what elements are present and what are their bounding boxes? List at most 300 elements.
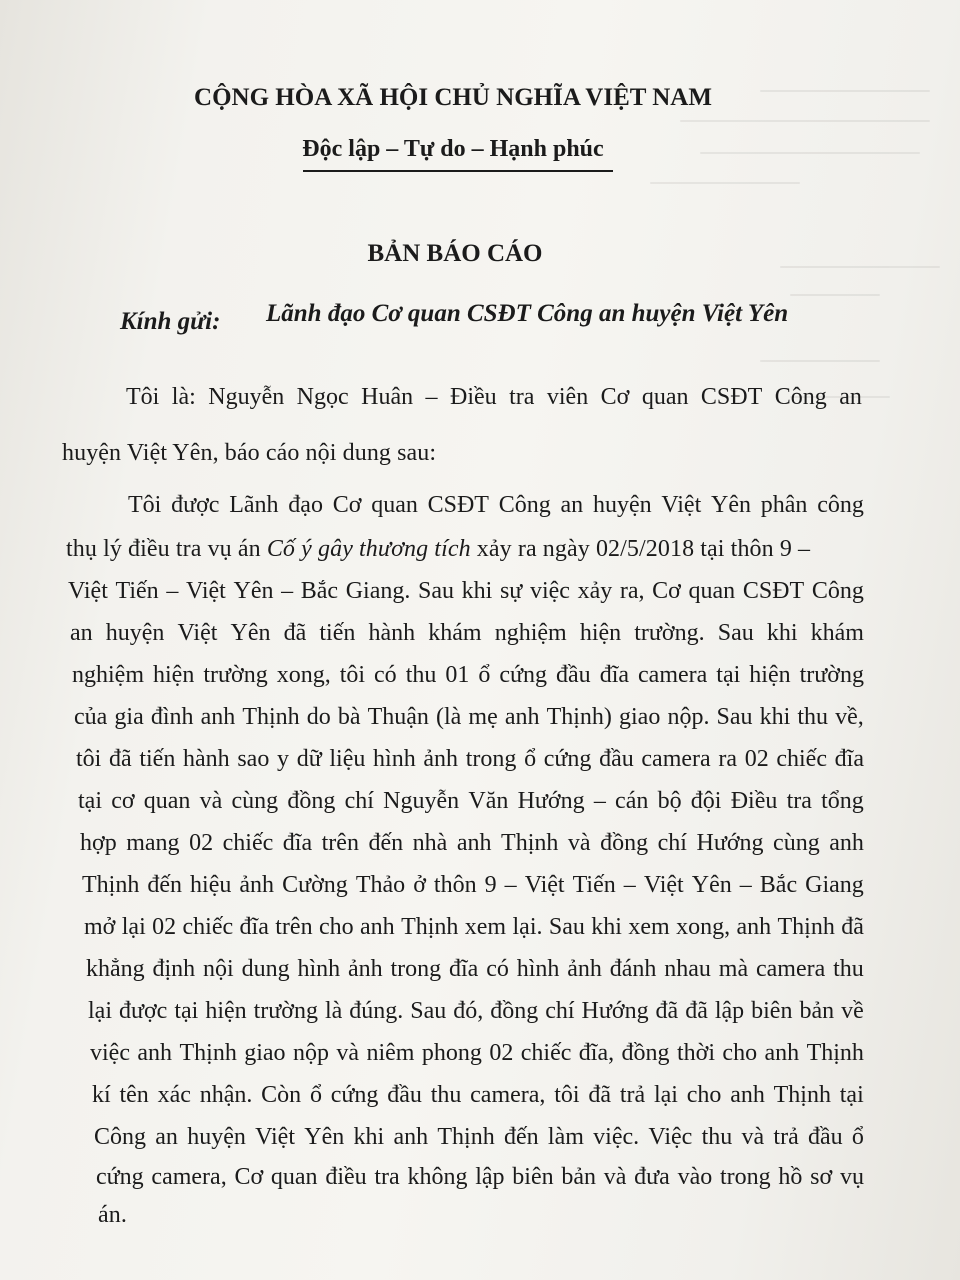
word: kí bbox=[92, 1082, 111, 1108]
word: Công bbox=[94, 1124, 147, 1150]
word: Cơ bbox=[600, 384, 630, 410]
word: – bbox=[425, 384, 438, 410]
word: cứng bbox=[96, 1164, 144, 1190]
word: đồng bbox=[287, 788, 336, 814]
word: Cơ bbox=[234, 1164, 264, 1190]
word: ảnh bbox=[239, 872, 275, 898]
word: Nguyễn bbox=[208, 384, 285, 410]
body-line-11 bbox=[84, 914, 864, 941]
word: Hướng bbox=[696, 830, 764, 856]
word: thu bbox=[430, 1082, 462, 1108]
word: Yên bbox=[233, 578, 274, 604]
body-line-9 bbox=[80, 830, 864, 857]
word: không bbox=[407, 1164, 468, 1190]
word: đã bbox=[655, 998, 679, 1024]
word: nhà bbox=[412, 830, 448, 856]
word: ổ bbox=[851, 1124, 864, 1150]
word: anh bbox=[730, 1082, 765, 1108]
body-line-14 bbox=[90, 1040, 864, 1067]
word: trong bbox=[720, 1164, 771, 1190]
intro-line-1 bbox=[126, 384, 862, 411]
word: Cơ bbox=[332, 492, 362, 518]
word: hình bbox=[297, 956, 341, 982]
word: nghiệm bbox=[494, 620, 567, 646]
word: bản bbox=[561, 1164, 597, 1190]
word: quan bbox=[270, 1164, 318, 1190]
word: Tôi bbox=[128, 492, 162, 518]
body-line-13 bbox=[88, 998, 864, 1025]
word: Sau bbox=[548, 914, 585, 940]
word: Sau bbox=[418, 578, 454, 604]
nation-heading: CỘNG HÒA XÃ HỘI CHỦ NGHĨA VIỆT NAM bbox=[194, 84, 712, 111]
word: tên bbox=[119, 1082, 149, 1108]
word: camera bbox=[755, 956, 826, 982]
word: đến bbox=[503, 1124, 539, 1150]
word: quan bbox=[641, 384, 689, 410]
word: trong bbox=[465, 746, 517, 772]
word: trường bbox=[203, 662, 268, 688]
word: – bbox=[739, 872, 752, 898]
body-line-7 bbox=[76, 746, 864, 773]
word: an bbox=[839, 384, 862, 410]
word: đạo bbox=[288, 492, 323, 518]
word: – bbox=[593, 788, 606, 814]
word: Việt bbox=[643, 872, 684, 898]
body-line-18: án. bbox=[98, 1202, 127, 1228]
word: chiếc bbox=[520, 1040, 572, 1066]
word: xem bbox=[464, 914, 507, 940]
word: đã bbox=[109, 746, 132, 772]
word: Thịnh bbox=[806, 1040, 864, 1066]
word: việc. bbox=[593, 1124, 640, 1150]
word: cứng bbox=[499, 662, 548, 688]
word: gia bbox=[114, 704, 144, 730]
word: Hướng bbox=[517, 788, 585, 814]
word: bản bbox=[799, 998, 835, 1024]
word: tiến bbox=[319, 620, 356, 646]
word: đã bbox=[685, 998, 708, 1024]
word: camera bbox=[641, 746, 711, 772]
word: đã bbox=[283, 620, 307, 646]
word: nộp. bbox=[667, 704, 710, 730]
word: Thịnh bbox=[179, 1040, 237, 1066]
word: – bbox=[281, 578, 294, 604]
word: lại bbox=[121, 914, 146, 940]
word: Huân bbox=[361, 384, 414, 410]
word: làm bbox=[547, 1124, 584, 1150]
word: Điều bbox=[730, 788, 778, 814]
word: – bbox=[504, 872, 517, 898]
word: bộ bbox=[657, 788, 682, 814]
body-line-12 bbox=[86, 956, 864, 983]
word: và bbox=[199, 788, 223, 814]
word: tại bbox=[839, 1082, 864, 1108]
word: Cường bbox=[282, 872, 348, 898]
word: xem bbox=[628, 914, 670, 940]
word: Hướng bbox=[581, 998, 649, 1024]
word: đầu bbox=[599, 746, 634, 772]
word: vào bbox=[677, 1164, 713, 1190]
word: thu bbox=[797, 704, 829, 730]
word: Ngọc bbox=[296, 384, 349, 410]
word: Công bbox=[498, 492, 551, 518]
word: Tiến bbox=[115, 578, 159, 604]
word: an bbox=[70, 620, 93, 646]
body-line-1 bbox=[128, 492, 864, 519]
word: khi bbox=[461, 578, 493, 604]
word: đồng bbox=[621, 1040, 670, 1066]
word: Công bbox=[811, 578, 864, 604]
word: đĩa bbox=[282, 830, 313, 856]
word: trong bbox=[390, 956, 442, 982]
word: Giang bbox=[805, 872, 864, 898]
word: đã bbox=[588, 1082, 612, 1108]
word: cho bbox=[686, 1082, 722, 1108]
word: hồ bbox=[778, 1164, 803, 1190]
word: cùng bbox=[773, 830, 820, 856]
word: hiệu bbox=[190, 872, 232, 898]
word: Thịnh bbox=[437, 1124, 495, 1150]
word: lập bbox=[475, 1164, 505, 1190]
word: đưa bbox=[634, 1164, 670, 1190]
word: tại bbox=[716, 662, 741, 688]
word: Việt bbox=[524, 872, 565, 898]
word: ra, bbox=[619, 578, 645, 604]
word: đầu bbox=[808, 1124, 843, 1150]
word: đĩa bbox=[239, 914, 269, 940]
word: do bbox=[306, 704, 331, 730]
word: dữ bbox=[296, 746, 322, 772]
word: tôi bbox=[76, 746, 102, 772]
body-line-10 bbox=[82, 872, 864, 899]
bleed-through-marks bbox=[640, 70, 940, 490]
word: quan bbox=[143, 788, 191, 814]
word: Thuận bbox=[367, 704, 429, 730]
word: CSĐT bbox=[427, 492, 489, 518]
word: nộp bbox=[292, 1040, 329, 1066]
word: xong, bbox=[276, 662, 331, 688]
word: đầu bbox=[387, 1082, 422, 1108]
word: quan bbox=[371, 492, 418, 518]
word: có bbox=[486, 956, 509, 982]
word: tại bbox=[78, 788, 102, 814]
word: phong bbox=[421, 1040, 482, 1066]
motto-underline bbox=[303, 170, 613, 172]
word: mở bbox=[84, 914, 116, 940]
word: hiện bbox=[749, 662, 791, 688]
word: Thảo bbox=[355, 872, 406, 898]
word: và bbox=[336, 1040, 360, 1066]
word: biên bbox=[751, 998, 793, 1024]
word: hiện bbox=[579, 620, 622, 646]
word: đó, bbox=[453, 998, 484, 1024]
word: đình bbox=[150, 704, 194, 730]
word: thu bbox=[701, 1124, 733, 1150]
word: xác bbox=[157, 1082, 191, 1108]
word: ổ bbox=[309, 1082, 322, 1108]
word: anh bbox=[137, 1040, 173, 1066]
word: ổ bbox=[478, 662, 491, 688]
word: (là bbox=[436, 704, 462, 730]
word: CSĐT bbox=[700, 384, 763, 410]
word: Văn bbox=[468, 788, 509, 814]
word: điều bbox=[325, 1164, 367, 1190]
word: trả bbox=[773, 1124, 799, 1150]
word: niêm bbox=[366, 1040, 415, 1066]
word: mang bbox=[126, 830, 180, 856]
word: y bbox=[277, 746, 290, 772]
word: Sau bbox=[716, 704, 753, 730]
case-name: Cố ý gây thương tích bbox=[266, 536, 471, 562]
word: Việc bbox=[648, 1124, 693, 1150]
recipient-name: Lãnh đạo Cơ quan CSĐT Công an huyện Việt Yên bbox=[266, 300, 789, 327]
word: hiện bbox=[205, 998, 247, 1024]
word: nhau bbox=[664, 956, 711, 982]
word: cho bbox=[318, 914, 354, 940]
word: đĩa bbox=[834, 746, 864, 772]
word: và bbox=[603, 1164, 627, 1190]
word: đĩa, bbox=[578, 1040, 615, 1066]
word: Thịnh bbox=[401, 914, 459, 940]
word: tiến bbox=[139, 746, 176, 772]
word: Sau bbox=[410, 998, 447, 1024]
word: huyện bbox=[592, 492, 652, 518]
word: được bbox=[171, 492, 220, 518]
word: Công bbox=[774, 384, 827, 410]
word: Thịnh bbox=[773, 1082, 831, 1108]
word: an bbox=[155, 1124, 178, 1150]
word: tra bbox=[786, 788, 812, 814]
word: đến bbox=[147, 872, 183, 898]
word: quan bbox=[688, 578, 736, 604]
word: việc bbox=[529, 578, 570, 604]
word: đĩa bbox=[599, 662, 630, 688]
word: chiếc bbox=[776, 746, 827, 772]
intro-line-2: huyện Việt Yên, báo cáo nội dung sau: bbox=[62, 440, 437, 466]
word: 01 bbox=[445, 662, 470, 688]
word: tổng bbox=[821, 788, 864, 814]
motto-heading: Độc lập – Tự do – Hạnh phúc bbox=[302, 136, 604, 162]
word: ảnh bbox=[423, 746, 459, 772]
word: anh bbox=[829, 830, 864, 856]
word: Thịnh bbox=[242, 704, 300, 730]
word: đội bbox=[690, 788, 722, 814]
word: Điều bbox=[450, 384, 497, 410]
word: mẹ bbox=[468, 704, 498, 730]
word: xảy bbox=[577, 578, 613, 604]
word: 02 bbox=[152, 914, 177, 940]
word: thu bbox=[405, 662, 437, 688]
word: 02 bbox=[489, 1040, 514, 1066]
word: viên bbox=[546, 384, 589, 410]
word: đầu bbox=[556, 662, 591, 688]
word: tôi bbox=[554, 1082, 580, 1108]
body-line-4 bbox=[70, 620, 864, 647]
body-line-2-text-b: xảy ra ngày 02/5/2018 tại thôn 9 – bbox=[470, 536, 811, 562]
word: huyện bbox=[105, 620, 165, 646]
word: tôi bbox=[339, 662, 366, 688]
word: bà bbox=[337, 704, 361, 730]
word: phân bbox=[760, 492, 808, 518]
word: biên bbox=[512, 1164, 554, 1190]
word: thời bbox=[676, 1040, 715, 1066]
word: lập bbox=[714, 998, 745, 1024]
word: nội bbox=[203, 956, 234, 982]
word: và bbox=[741, 1124, 765, 1150]
word: ổ bbox=[524, 746, 537, 772]
word: xong, bbox=[676, 914, 731, 940]
word: Yên bbox=[304, 1124, 345, 1150]
word: nghiệm bbox=[72, 662, 144, 688]
word: anh bbox=[360, 914, 395, 940]
word: thôn bbox=[433, 872, 477, 898]
word: anh bbox=[393, 1124, 429, 1150]
word: Giang. bbox=[345, 578, 411, 604]
word: 9 bbox=[484, 872, 497, 898]
word: Việt bbox=[661, 492, 702, 518]
word: 02 bbox=[189, 830, 214, 856]
word: sự bbox=[499, 578, 523, 604]
word: khi bbox=[353, 1124, 385, 1150]
word: CSĐT bbox=[742, 578, 805, 604]
word: sơ bbox=[810, 1164, 833, 1190]
word: chí bbox=[344, 788, 374, 814]
word: Thịnh bbox=[777, 914, 835, 940]
word: 02 bbox=[744, 746, 769, 772]
word: khi bbox=[591, 914, 622, 940]
word: cùng bbox=[231, 788, 279, 814]
word: và bbox=[567, 830, 591, 856]
word: tại bbox=[174, 998, 199, 1024]
word: Việt bbox=[68, 578, 108, 604]
word: ở bbox=[413, 872, 426, 898]
word: cho bbox=[722, 1040, 758, 1066]
word: Thịnh bbox=[82, 872, 140, 898]
word: khi bbox=[766, 620, 798, 646]
word: định bbox=[152, 956, 196, 982]
word: – bbox=[166, 578, 179, 604]
word: trả bbox=[619, 1082, 646, 1108]
word: cán bbox=[615, 788, 649, 814]
body-line-15 bbox=[92, 1082, 864, 1109]
word: trường bbox=[253, 998, 318, 1024]
word: là: bbox=[171, 384, 196, 410]
word: hình bbox=[373, 746, 416, 772]
word: – bbox=[623, 872, 636, 898]
word: huyện bbox=[187, 1124, 246, 1150]
word: Thịnh) bbox=[546, 704, 612, 730]
word: anh bbox=[200, 704, 236, 730]
word: chiếc bbox=[182, 914, 234, 940]
word: trên bbox=[321, 830, 359, 856]
word: công bbox=[817, 492, 864, 518]
word: Bắc bbox=[300, 578, 339, 604]
word: giao bbox=[244, 1040, 286, 1066]
word: ra bbox=[718, 746, 738, 772]
word: nhận. bbox=[199, 1082, 253, 1108]
word: Việt bbox=[177, 620, 218, 646]
word: trên bbox=[275, 914, 313, 940]
word: an bbox=[560, 492, 584, 518]
word: là bbox=[324, 998, 343, 1024]
word: hành bbox=[368, 620, 416, 646]
word: cứng bbox=[330, 1082, 379, 1108]
word: Lãnh bbox=[229, 492, 279, 518]
word: giao bbox=[619, 704, 661, 730]
word: đến bbox=[368, 830, 404, 856]
word: Việt bbox=[255, 1124, 296, 1150]
word: việc bbox=[90, 1040, 130, 1066]
word: hành bbox=[183, 746, 230, 772]
word: Nguyễn bbox=[383, 788, 460, 814]
document-title: BẢN BÁO CÁO bbox=[367, 240, 543, 267]
word: Yên bbox=[711, 492, 751, 518]
word: Bắc bbox=[759, 872, 798, 898]
body-line-3 bbox=[68, 578, 864, 605]
word: camera bbox=[638, 662, 708, 688]
word: vụ bbox=[839, 1164, 864, 1190]
word: thu bbox=[833, 956, 864, 982]
word: Cơ bbox=[652, 578, 681, 604]
word: lại bbox=[88, 998, 112, 1024]
word: đánh bbox=[609, 956, 657, 982]
word: Sau bbox=[717, 620, 754, 646]
word: về bbox=[841, 998, 864, 1024]
word: chí bbox=[657, 830, 687, 856]
word: khám bbox=[428, 620, 482, 646]
word: cơ bbox=[111, 788, 135, 814]
body-line-2 bbox=[66, 536, 862, 563]
word: chiếc bbox=[222, 830, 274, 856]
word: khẳng bbox=[86, 956, 145, 982]
word: có bbox=[374, 662, 397, 688]
body-line-8 bbox=[78, 788, 864, 815]
word: tra bbox=[374, 1164, 400, 1190]
word: được bbox=[118, 998, 168, 1024]
word: cứng bbox=[543, 746, 592, 772]
body-line-16 bbox=[94, 1124, 864, 1151]
word: camera, bbox=[151, 1164, 227, 1190]
word: trường bbox=[799, 662, 864, 688]
body-line-5 bbox=[72, 662, 864, 689]
word: sao bbox=[237, 746, 270, 772]
word: Yên bbox=[230, 620, 271, 646]
word: về, bbox=[835, 704, 864, 730]
word: Yên bbox=[691, 872, 732, 898]
word: Còn bbox=[261, 1082, 302, 1108]
word: chí bbox=[545, 998, 575, 1024]
word: hợp bbox=[80, 830, 117, 856]
word: đồng bbox=[600, 830, 649, 856]
word: đúng. bbox=[349, 998, 404, 1024]
word: hiện bbox=[153, 662, 195, 688]
word: trường. bbox=[634, 620, 705, 646]
word: anh bbox=[764, 1040, 800, 1066]
word: đồng bbox=[490, 998, 539, 1024]
word: hình bbox=[516, 956, 560, 982]
word: đĩa bbox=[449, 956, 479, 982]
word: ảnh bbox=[567, 956, 602, 982]
recipient-label: Kính gửi: bbox=[120, 308, 221, 335]
word: camera, bbox=[470, 1082, 546, 1108]
word: lại. bbox=[512, 914, 543, 940]
word: đã bbox=[841, 914, 864, 940]
word: của bbox=[74, 704, 108, 730]
word: mà bbox=[718, 956, 749, 982]
word: anh bbox=[736, 914, 772, 940]
word: khám bbox=[810, 620, 864, 646]
word: Thịnh bbox=[501, 830, 559, 856]
